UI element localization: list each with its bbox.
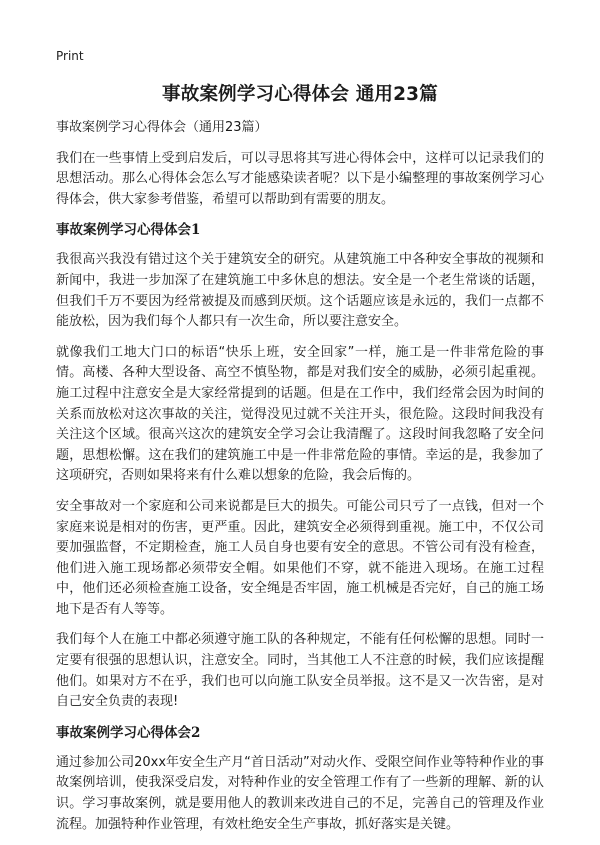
document-subtitle: 事故案例学习心得体会（通用23篇）	[56, 120, 268, 135]
section-1-paragraph-4: 我们每个人在施工中都必须遵守施工队的各种规定，不能有任何松懈的思想。同时一定要有很强的思想认识，注意安全。同时，当其他工人不注意的时候，我们应该提醒他们。如果对方不在乎，我们也可以向施工队安全员举报。这不是又一次告密，是对自己安全负责的表现!	[56, 632, 544, 710]
print-link[interactable]: Print	[56, 49, 84, 63]
section-heading-2: 事故案例学习心得体会2	[56, 724, 201, 741]
document-body	[56, 118, 544, 845]
section-1-paragraph-3: 安全事故对一个家庭和公司来说都是巨大的损失。可能公司只亏了一点钱，但对一个家庭来说是相对的伤害，更严重。因此，建筑安全必须得到重视。施工中，不仅公司要加强监督，不定期检查，施工人员自身也要有安全的意思。不管公司有没有检查，他们进入施工现场都必须带安全帽。如果他们不穿，就不能进入现场。在施工过程中，他们还必须检查施工设备，安全绳是否牢固，施工机械是否完好，自己的施工场地下是否有人等等。	[56, 498, 544, 617]
page-title: 事故案例学习心得体会 通用23篇	[162, 84, 438, 105]
section-1-paragraph-1: 我很高兴我没有错过这个关于建筑安全的研究。从建筑施工中各种安全事故的视频和新闻中，我进一步加深了在建筑施工中多休息的想法。安全是一个老生常谈的话题，但我们千万不要因为经常被提及而感到厌烦。这个话题应该是永远的，我们一点都不能放松，因为我们每个人都只有一次生命，所以要注意安全。	[56, 252, 544, 330]
section-2-paragraph-1: 通过参加公司20xx年安全生产月“首日活动”对动火作、受限空间作业等特种作业的事故案例培训，使我深受启发，对特种作业的安全管理工作有了一些新的理解、新的认识。学习事故案例，就是要用他人的教训来改进自己的不足，完善自己的管理及作业流程。加强特种作业管理，有效杜绝安全生产事故，抓好落实是关键。	[56, 754, 544, 832]
intro-paragraph: 我们在一些事情上受到启发后，可以寻思将其写进心得体会中，这样可以记录我们的思想活动。那么心得体会怎么写才能感染读者呢？以下是小编整理的事故案例学习心得体会，供大家参考借鉴，希望可以帮助到有需要的朋友。	[56, 150, 544, 207]
section-heading-1: 事故案例学习心得体会1	[56, 222, 201, 239]
section-1-paragraph-2: 就像我们工地大门口的标语“快乐上班，安全回家”一样，施工是一件非常危险的事情。高楼、各种大型设备、高空不慎坠物，都是对我们安全的威胁，必须引起重视。施工过程中注意安全是大家经常提到的话题。但是在工作中，我们经常会因为时间的关系而放松对这次事故的关注，觉得没见过就不关注开头，很危险。这段时间我没有关注这个区域。很高兴这次的建筑安全学习会让我清醒了。这段时间我忽略了安全问题，思想松懈。这在我们的建筑施工中是一件非常危险的事情。幸运的是，我参加了这项研究，否则如果将来有什么难以想象的危险，我会后悔的。	[56, 344, 544, 484]
